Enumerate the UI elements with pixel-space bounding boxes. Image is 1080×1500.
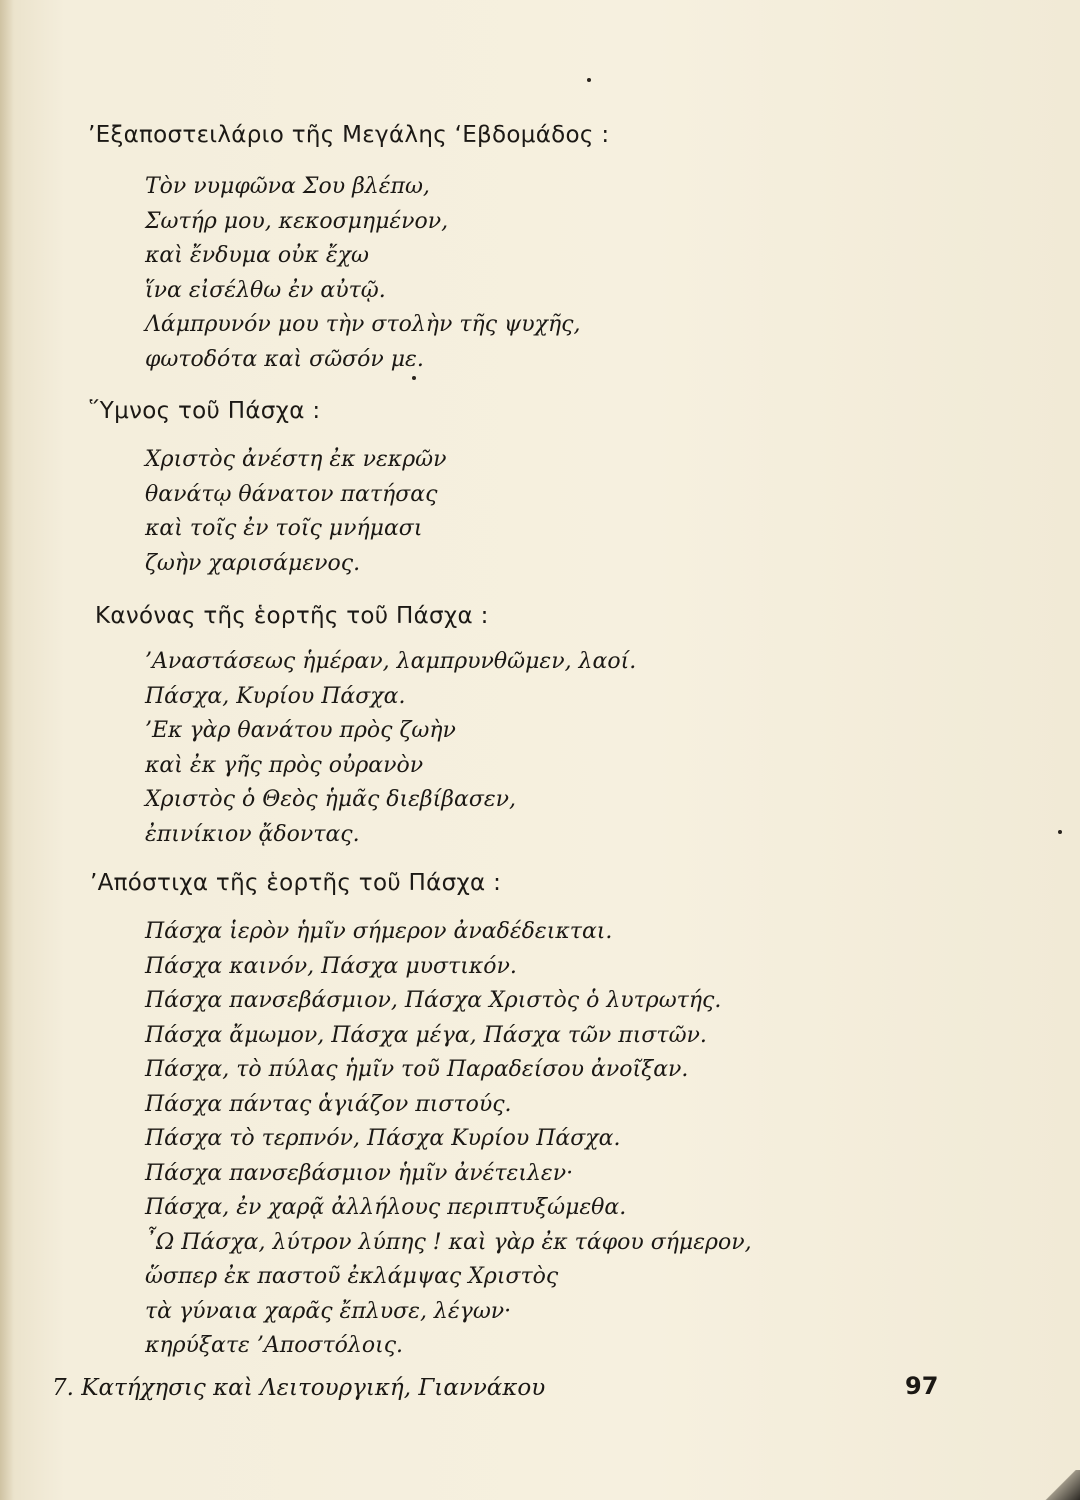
verse-line: Πάσχα πάντας ἁγιάζον πιστούς. (145, 1091, 512, 1117)
verse-line: τὰ γύναια χαρᾶς ἔπλυσε, λέγων· (145, 1298, 512, 1324)
verse-line: Πάσχα, Κυρίου Πάσχα. (145, 683, 406, 709)
paper-speck (1058, 830, 1062, 834)
section-heading-hymnos: ῞Υμνος τοῦ Πάσχα : (88, 398, 321, 424)
verse-block-exaposteilarion (145, 170, 580, 377)
verse-line: ζωὴν χαρισάμενος. (145, 550, 361, 576)
verse-line: Πάσχα καινόν, Πάσχα μυστικόν. (145, 953, 517, 979)
page-number: 97 (905, 1372, 939, 1400)
verse-line: Πάσχα τὸ τερπνόν, Πάσχα Κυρίου Πάσχα. (145, 1126, 621, 1151)
verse-line: καὶ τοῖς ἐν τοῖς μνήμασι (145, 516, 423, 541)
verse-line: Πάσχα πανσεβάσμιον, Πάσχα Χριστὸς ὁ λυτρωτής. (145, 988, 722, 1013)
verse-line: ’Εκ γὰρ θανάτου πρὸς ζωὴν (145, 718, 456, 743)
verse-line: Τὸν νυμφῶνα Σου βλέπω, (145, 174, 430, 199)
verse-line: Πάσχα ἄμωμον, Πάσχα μέγα, Πάσχα τῶν πιστῶν. (145, 1022, 707, 1048)
verse-line: Χριστὸς ὁ Θεὸς ἡμᾶς διεβίβασεν, (145, 787, 517, 812)
verse-block-aposticha (145, 915, 752, 1364)
verse-line: κηρύξατε ’Αποστόλοις. (145, 1333, 404, 1358)
verse-block-hymnos (145, 443, 446, 581)
paper-speck (412, 376, 416, 380)
verse-line: Πάσχα ἱερὸν ἡμῖν σήμερον ἀναδέδεικται. (145, 919, 613, 944)
page-corner-fold (1040, 1470, 1080, 1500)
verse-line: Πάσχα, τὸ πύλας ἡμῖν τοῦ Παραδείσου ἀνοῖξαν. (145, 1057, 689, 1082)
verse-line: Πάσχα πανσεβάσμιον ἡμῖν ἀνέτειλεν· (145, 1160, 574, 1186)
verse-line: καὶ ἐκ γῆς πρὸς οὐρανὸν (145, 752, 424, 778)
verse-line: Πάσχα, ἐν χαρᾷ ἀλλήλους περιπτυξώμεθα. (145, 1195, 627, 1220)
verse-line: ῏Ω Πάσχα, λύτρον λύπης ! καὶ γὰρ ἐκ τάφου σήμερον, (145, 1229, 752, 1255)
verse-line: καὶ ἔνδυμα οὐκ ἔχω (145, 243, 369, 268)
verse-line: Λάμπρυνόν μου τὴν στολὴν τῆς ψυχῆς, (145, 312, 581, 337)
verse-line: ’Αναστάσεως ἡμέραν, λαμπρυνθῶμεν, λαοί. (145, 649, 637, 674)
section-heading-exaposteilarion: ’Εξαποστειλάριο τῆς Μεγάλης ‘Εβδομάδος : (88, 122, 610, 148)
verse-line: φωτοδότα καὶ σῶσόν με. (145, 346, 424, 372)
footer-title: 7. Κατήχησις καὶ Λειτουργική, Γιαννάκου (52, 1375, 546, 1401)
verse-line: ἵνα εἰσέλθω ἐν αὐτῷ. (145, 277, 386, 303)
verse-line: ὥσπερ ἐκ παστοῦ ἐκλάμψας Χριστὸς (145, 1264, 559, 1289)
verse-line: ἐπινίκιον ᾄδοντας. (145, 821, 360, 847)
verse-block-kanonas (145, 645, 636, 852)
section-heading-aposticha: ’Απόστιχα τῆς ἑορτῆς τοῦ Πάσχα : (90, 870, 502, 896)
verse-line: θανάτῳ θάνατον πατήσας (145, 481, 438, 507)
paper-speck (587, 78, 591, 82)
section-heading-kanonas: Κανόνας τῆς ἑορτῆς τοῦ Πάσχα : (95, 603, 489, 629)
verse-line: Σωτήρ μου, κεκοσμημένον, (145, 208, 449, 234)
verse-line: Χριστὸς ἀνέστη ἐκ νεκρῶν (145, 447, 447, 472)
